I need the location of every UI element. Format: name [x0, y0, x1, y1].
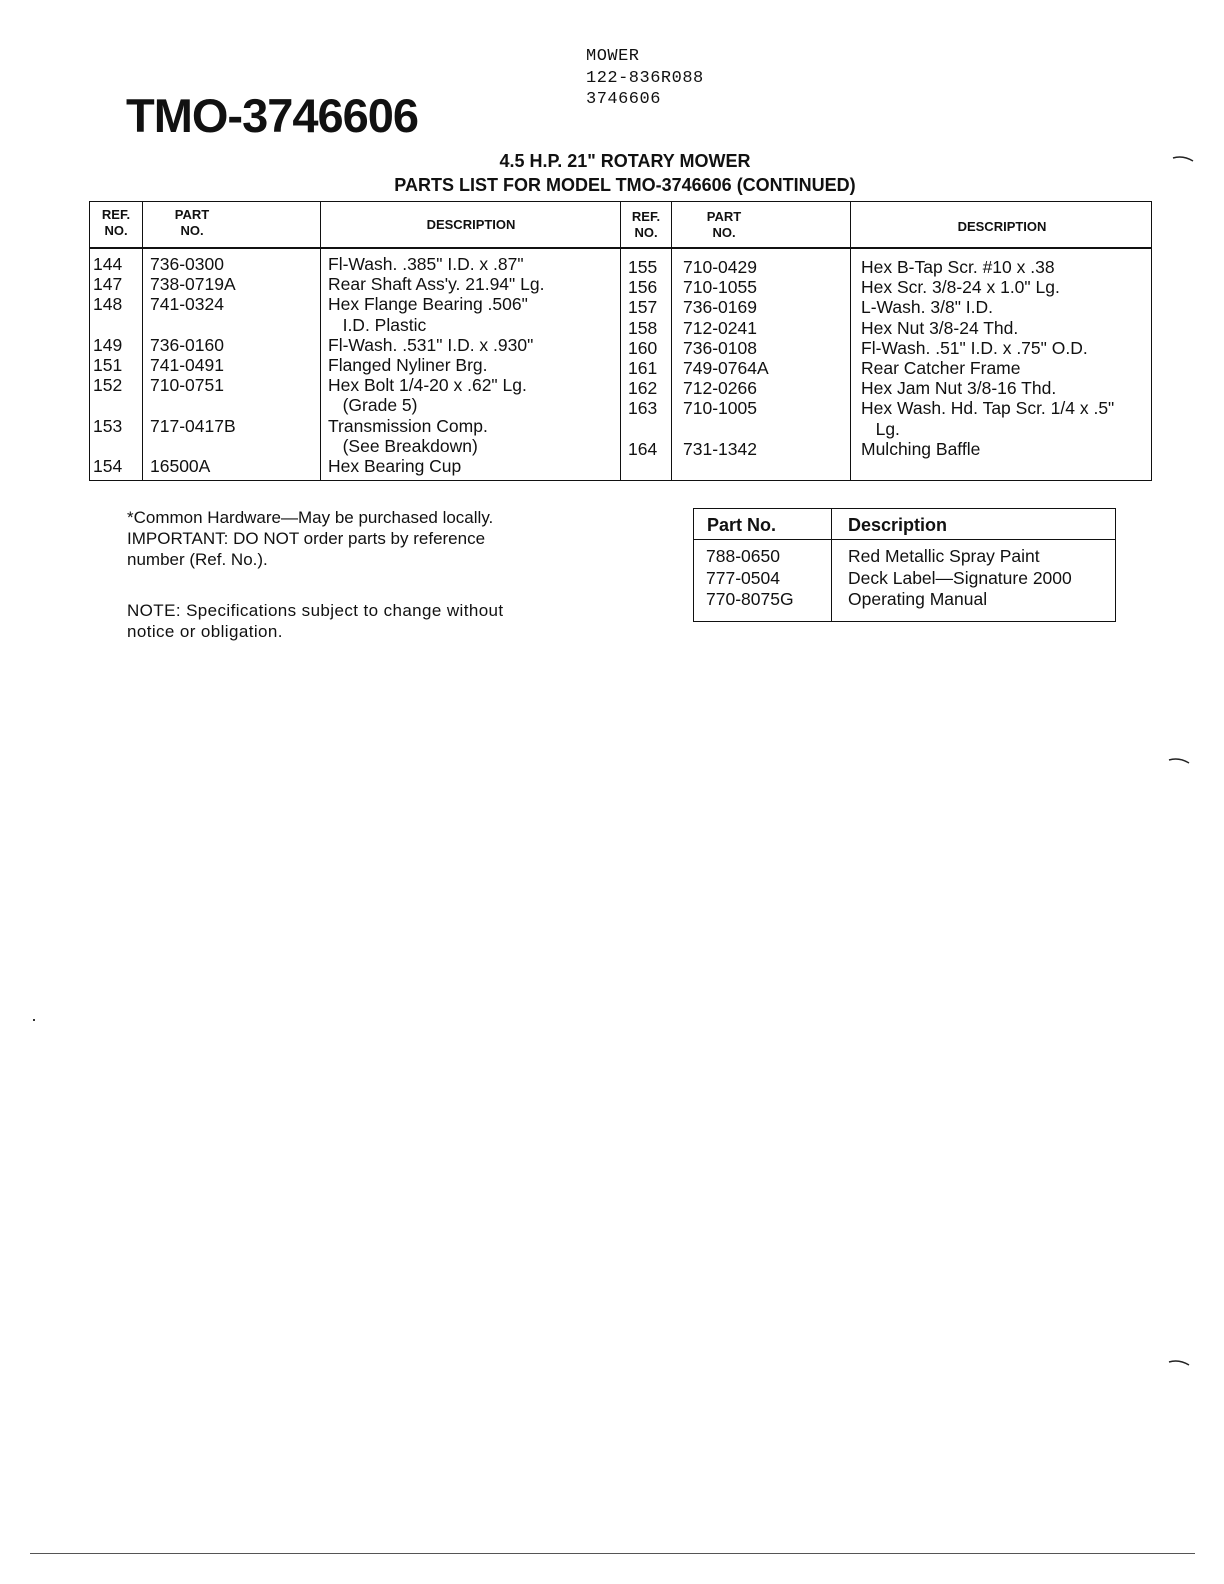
left-description-column	[328, 254, 544, 476]
part-number	[150, 315, 236, 335]
ref-number	[628, 419, 657, 439]
part-description: Deck Label—Signature 2000	[848, 567, 1072, 588]
part-description: Hex Jam Nut 3/8-16 Thd.	[861, 378, 1057, 399]
ref-number: 144	[93, 254, 123, 274]
part-description: Hex Bearing Cup	[328, 456, 462, 477]
part-description: Flanged Nyliner Brg.	[328, 355, 488, 376]
part-description: Transmission Comp.	[328, 415, 488, 436]
parts-table	[89, 201, 1152, 481]
part-description: Red Metallic Spray Paint	[848, 546, 1040, 566]
right-ref-column	[628, 257, 657, 459]
ref-number: 151	[93, 355, 123, 376]
part-number	[150, 395, 236, 415]
ref-number: 162	[628, 378, 658, 399]
header-ref-line: NO.	[634, 225, 658, 240]
ref-number: 152	[93, 375, 123, 396]
part-number: 788-0650	[706, 546, 780, 566]
part-description: Rear Catcher Frame	[861, 358, 1021, 379]
ref-number: 156	[628, 277, 658, 298]
header-stamp	[586, 46, 704, 111]
left-part-column	[150, 254, 236, 476]
ref-number	[93, 315, 122, 335]
header-ref-no	[622, 209, 670, 241]
part-number: 736-0169	[683, 297, 757, 318]
column-divider	[142, 202, 143, 480]
header-divider	[90, 247, 1151, 249]
part-number: 710-0751	[150, 375, 224, 396]
part-number: 710-1005	[683, 398, 757, 419]
column-divider	[850, 202, 851, 480]
header-description: Description	[848, 515, 948, 535]
extra-description-column	[848, 546, 1072, 611]
margin-tick	[1168, 757, 1190, 765]
stamp-line-3: 3746606	[586, 90, 661, 109]
ref-number: 155	[628, 257, 658, 277]
part-number: 712-0241	[683, 317, 757, 338]
ref-number: 157	[628, 297, 658, 318]
header-ref-line: REF.	[101, 207, 131, 222]
part-description: Lg.	[861, 418, 900, 439]
part-description: I.D. Plastic	[328, 314, 427, 335]
ref-number: 153	[93, 415, 123, 436]
part-description: Operating Manual	[848, 589, 988, 609]
part-description: Fl-Wash. .531" I.D. x .930"	[328, 334, 534, 355]
part-number: 710-0429	[683, 257, 757, 277]
note-line: number (Ref. No.).	[127, 550, 268, 569]
part-description: Hex B-Tap Scr. #10 x .38	[861, 257, 1055, 277]
specifications-note	[127, 600, 504, 642]
ref-number: 148	[93, 294, 123, 315]
ref-number: 160	[628, 337, 658, 358]
extra-part-column	[706, 546, 794, 611]
part-description: L-Wash. 3/8" I.D.	[861, 297, 993, 318]
part-number	[150, 436, 236, 456]
ref-number: 149	[93, 334, 123, 355]
ref-number	[93, 436, 122, 456]
ref-number: 163	[628, 398, 658, 419]
note-line: *Common Hardware—May be purchased locally.	[127, 508, 494, 527]
right-description-column	[861, 257, 1114, 459]
part-description: Hex Scr. 3/8-24 x 1.0" Lg.	[861, 277, 1060, 298]
part-number: 712-0266	[683, 378, 757, 399]
right-part-column	[683, 257, 769, 459]
left-ref-column	[93, 254, 122, 476]
header-part-no	[152, 207, 232, 239]
note-line: IMPORTANT: DO NOT order parts by reference	[127, 529, 486, 548]
header-part-no	[684, 209, 764, 241]
ref-number: 147	[93, 274, 123, 295]
part-description: Rear Shaft Ass'y. 21.94" Lg.	[328, 274, 545, 295]
column-divider	[831, 509, 832, 621]
part-number	[683, 419, 769, 439]
part-number: 717-0417B	[150, 415, 236, 436]
document-subtitle: PARTS LIST FOR MODEL TMO-3746606 (CONTINUED)	[394, 175, 856, 195]
bottom-rule	[30, 1553, 1195, 1554]
ref-number: 154	[93, 456, 123, 477]
header-ref-line: NO.	[104, 223, 128, 238]
margin-tick	[1168, 1359, 1190, 1367]
header-part-line: NO.	[180, 223, 204, 238]
part-number: 738-0719A	[150, 274, 236, 295]
part-description: Hex Bolt 1/4-20 x .62" Lg.	[328, 375, 527, 396]
part-number: 710-1055	[683, 277, 757, 298]
header-description: DESCRIPTION	[426, 217, 516, 232]
header-part-no: Part No.	[707, 515, 777, 535]
header-description: DESCRIPTION	[957, 219, 1047, 234]
part-description: (Grade 5)	[328, 395, 418, 416]
extra-parts-table	[693, 508, 1116, 622]
part-description: Hex Wash. Hd. Tap Scr. 1/4 x .5"	[861, 398, 1115, 419]
part-number: 16500A	[150, 456, 211, 477]
model-number: TMO-3746606	[126, 89, 419, 142]
part-description: Fl-Wash. .385" I.D. x .87"	[328, 254, 524, 274]
scan-speck	[33, 1019, 35, 1021]
part-number: 741-0324	[150, 294, 224, 315]
part-number: 736-0300	[150, 254, 224, 274]
header-part-line: PART	[706, 209, 742, 224]
header-divider	[694, 539, 1115, 540]
document-title: 4.5 H.P. 21" ROTARY MOWER	[499, 151, 751, 171]
margin-tick	[1172, 155, 1194, 163]
part-number: 736-0160	[150, 334, 224, 355]
part-number: 777-0504	[706, 567, 780, 588]
note-line: NOTE: Specifications subject to change without	[127, 601, 504, 620]
part-description: Hex Flange Bearing .506"	[328, 294, 528, 315]
part-description: Fl-Wash. .51" I.D. x .75" O.D.	[861, 337, 1088, 358]
ref-number: 161	[628, 358, 658, 379]
stamp-line-2: 122-836R088	[586, 68, 704, 88]
part-description: Mulching Baffle	[861, 438, 981, 459]
ref-number	[93, 395, 122, 415]
column-divider	[320, 202, 321, 480]
ref-number: 164	[628, 438, 658, 459]
column-divider	[620, 202, 621, 480]
header-ref-line: REF.	[631, 209, 661, 224]
ref-number: 158	[628, 317, 658, 338]
stamp-line-1: MOWER	[586, 47, 640, 66]
header-part-line: NO.	[712, 225, 736, 240]
part-number: 770-8075G	[706, 589, 794, 609]
header-part-line: PART	[174, 207, 210, 222]
part-description: Hex Nut 3/8-24 Thd.	[861, 317, 1019, 338]
part-number: 741-0491	[150, 355, 224, 376]
column-divider	[671, 202, 672, 480]
part-number: 749-0764A	[683, 358, 769, 379]
header-ref-no	[92, 207, 140, 239]
part-number: 736-0108	[683, 337, 757, 358]
part-number: 731-1342	[683, 438, 757, 459]
part-description: (See Breakdown)	[328, 435, 478, 456]
common-hardware-note	[127, 507, 493, 570]
note-line: notice or obligation.	[127, 622, 283, 641]
